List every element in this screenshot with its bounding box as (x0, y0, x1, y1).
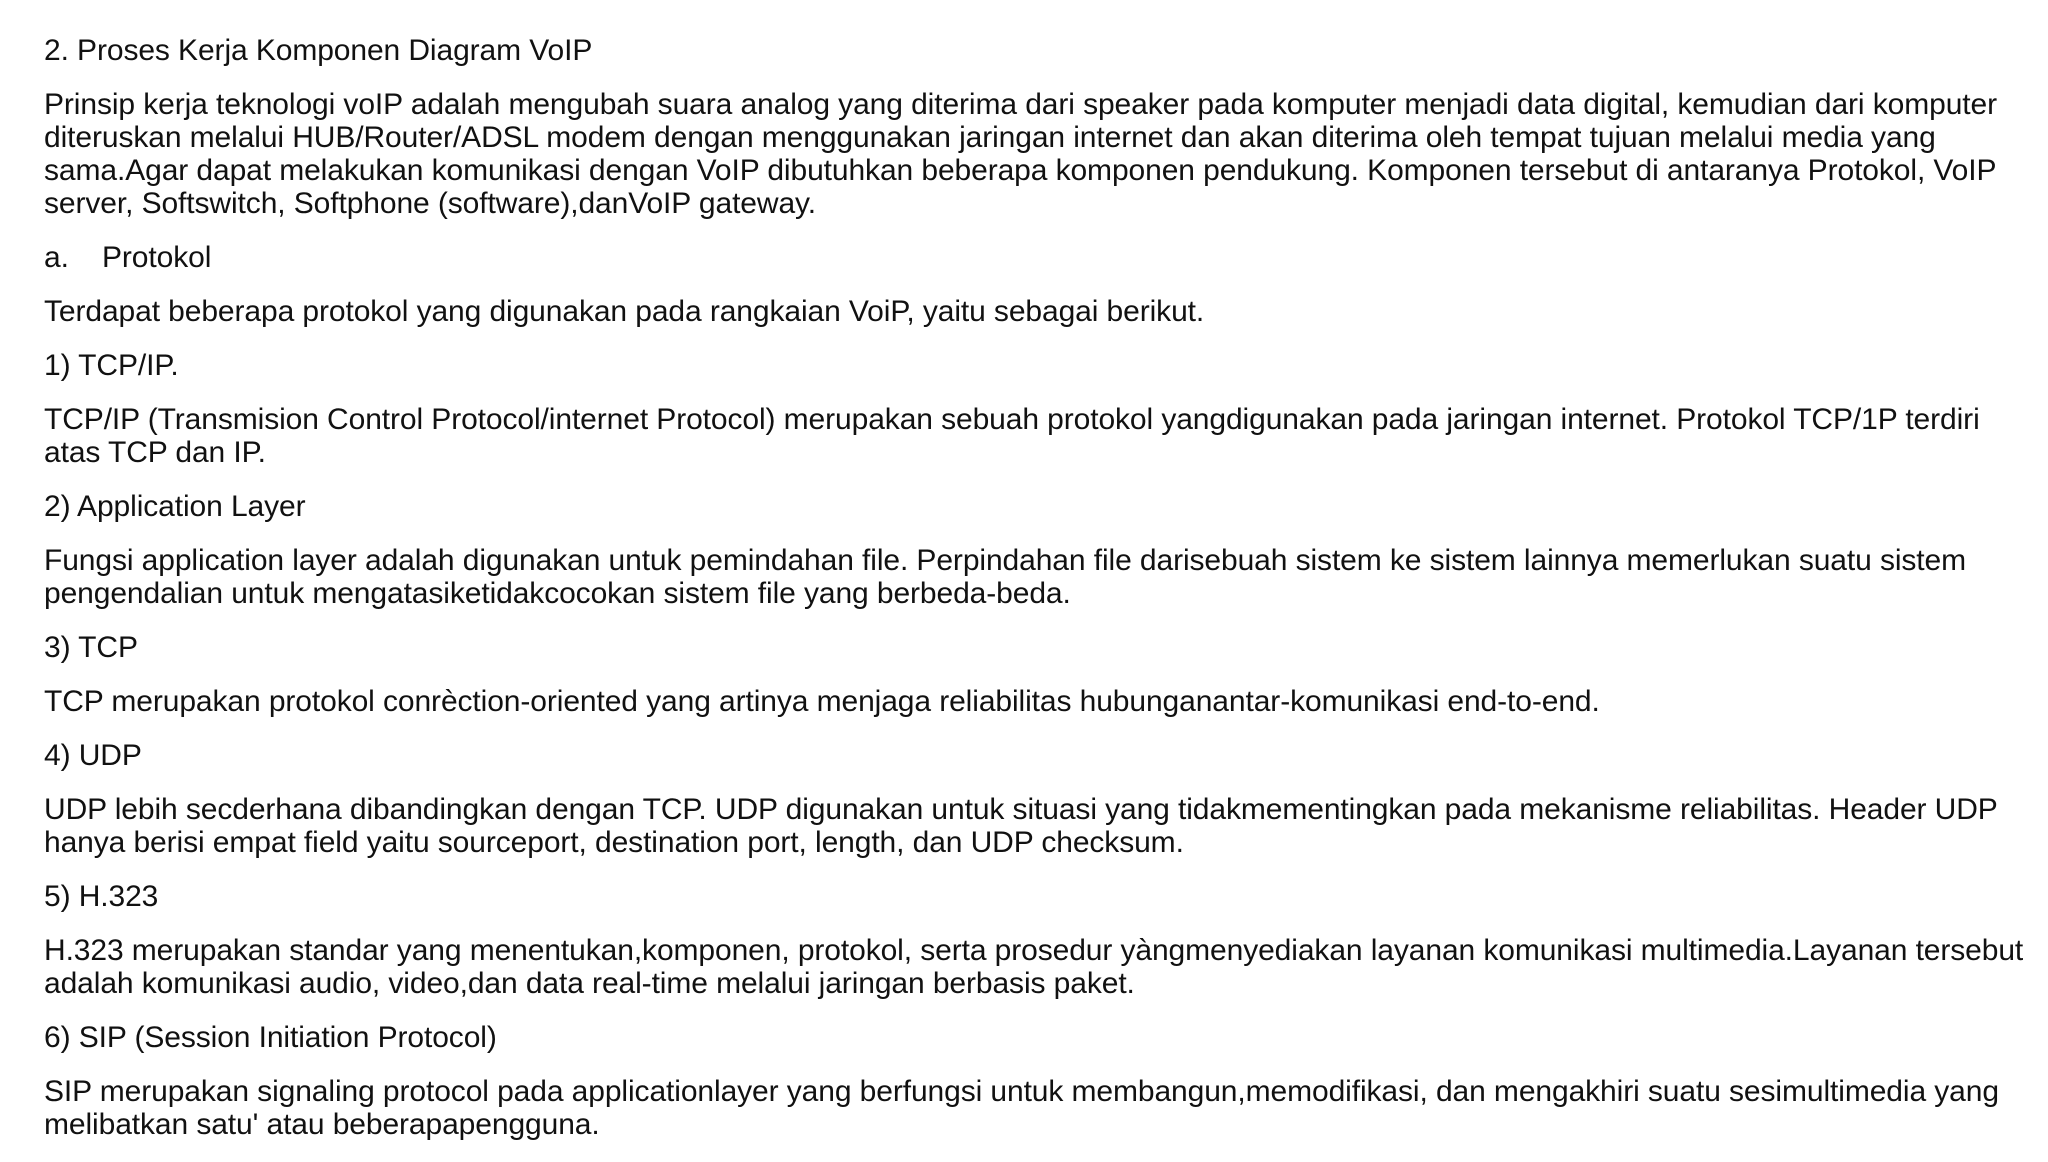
item-body: SIP merupakan signaling protocol pada applicationlayer yang berfungsi untuk membangun,memodifikasi, dan mengakhiri suatu sesimultimedia yang melibatkan satu' atau beberapapengguna. (44, 1075, 1999, 1141)
item-title: 1) TCP/IP. (44, 349, 179, 382)
section-heading: 2. Proses Kerja Komponen Diagram VoIP (44, 34, 593, 67)
item-title: 4) UDP (44, 739, 142, 772)
item-body: TCP merupakan protokol conrèction-oriented yang artinya menjaga reliabilitas hubunganantar-komunikasi end-to-end. (44, 685, 1600, 718)
item-body: Fungsi application layer adalah digunakan untuk pemindahan file. Perpindahan file darisebuah sistem ke sistem lainnya memerlukan suatu sistem pengendalian untuk mengatasiketidakcocokan sistem file yang berbeda-beda. (44, 544, 1967, 610)
item-title: 5) H.323 (44, 880, 159, 913)
item-title: 6) SIP (Session Initiation Protocol) (44, 1021, 497, 1054)
item-body: TCP/IP (Transmision Control Protocol/internet Protocol) merupakan sebuah protokol yangdigunakan pada jaringan internet. Protokol TCP/1P terdiri atas TCP dan IP. (44, 403, 1980, 469)
item-title: 2) Application Layer (44, 490, 306, 523)
subsection-intro: Terdapat beberapa protokol yang digunakan pada rangkaian VoiP, yaitu sebagai berikut. (44, 295, 1205, 328)
item-title: 3) TCP (44, 631, 138, 664)
item-body: H.323 merupakan standar yang menentukan,komponen, protokol, serta prosedur yàngmenyediakan layanan komunikasi multimedia.Layanan tersebut adalah komunikasi audio, video,dan data real-time melalui jaringan berbasis paket. (44, 934, 2024, 1000)
item-body: UDP lebih secderhana dibandingkan dengan TCP. UDP digunakan untuk situasi yang tidakmementingkan pada mekanisme reliabilitas. Header UDP hanya berisi empat field yaitu sourceport, destination port, length, dan UDP checksum. (44, 793, 1998, 859)
subsection-title: Protokol (102, 241, 212, 274)
document-body (44, 34, 2024, 1162)
intro-paragraph: Prinsip kerja teknologi voIP adalah mengubah suara analog yang diterima dari speaker pada komputer menjadi data digital, kemudian dari komputer diteruskan melalui HUB/Router/ADSL modem dengan menggunakan jaringan internet dan akan diterima oleh tempat tujuan melalui media yang sama.Agar dapat melakukan komunikasi dengan VoIP dibutuhkan beberapa komponen pendukung. Komponen tersebut di antaranya Protokol, VoIP server, Softswitch, Softphone (software),danVoIP gateway. (44, 88, 1997, 220)
subsection-marker: a. (44, 241, 69, 274)
subsection-heading (44, 241, 2024, 274)
